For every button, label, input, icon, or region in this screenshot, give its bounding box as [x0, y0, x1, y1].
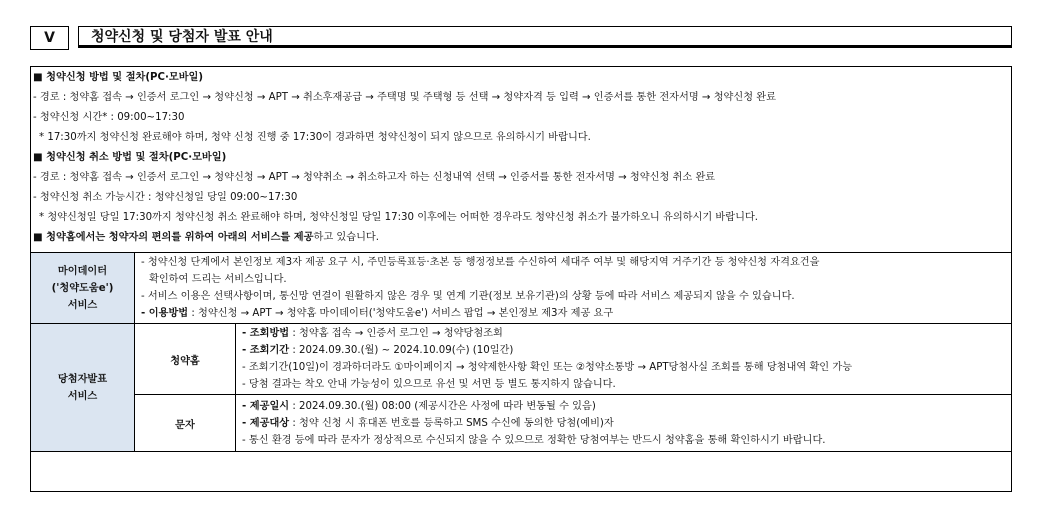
cancel-time: - 청약신청 취소 가능시간 : 청약신청일 당일 09:00~17:30 — [33, 192, 298, 203]
section-title: 청약신청 및 당첨자 발표 안내 — [78, 26, 1012, 48]
mydata-content: - 청약신청 단계에서 본인정보 제3자 제공 요구 시, 주민등록표등·초본 등 행정정보를 수신하여 세대주 여부 및 해당지역 거주기간 등 청약신청 자격요건을 확인하여 드리는 서비스입니다. - 서비스 이용은 선택사항이며, 통신망 연결이 원활하지 않은 경우 및 연계 기관(정보 보유기관)의 상황 등에 따라 서비스 제공되지 않을 수 있습니다. - 이용방법 : 청약신청 → APT → 청약홈 마이데이터('청약도움e') 서비스 팝업 → 본인정보 제3자 제공 요구 — [135, 253, 1012, 324]
winner-web-content: - 조회방법 : 청약홈 접속 → 인증서 로그인 → 청약당첨조회 - 조회기간 : 2024.09.30.(월) ~ 2024.10.09(수) (10일간) - 조회기간(10일)이 경과하더라도 ①마이페이지 → 청약제한사항 확인 또는 ②청약소통방 → APT당첨사실 조회를 통해 당첨내역 확인 가능 - 당첨 결과는 착오 안내 가능성이 있으므로 유선 및 서면 등 별도 통지하지 않습니다. — [236, 324, 1012, 395]
content-box — [30, 66, 1012, 492]
apply-time: - 청약신청 시간* : 09:00~17:30 — [33, 112, 185, 123]
mydata-label: 마이데이터 ('청약도움e') 서비스 — [31, 253, 135, 324]
table-row — [31, 253, 1011, 324]
table-row — [31, 324, 1011, 395]
service-title: ■ 청약홈에서는 청약자의 편의를 위하여 아래의 서비스를 제공하고 있습니다. — [33, 232, 380, 243]
section-header — [30, 26, 1012, 50]
winner-web-label: 청약홈 — [135, 324, 236, 395]
apply-title: ■ 청약신청 방법 및 절차(PC·모바일) — [33, 72, 204, 83]
winner-sms-content: - 제공일시 : 2024.09.30.(월) 08:00 (제공시간은 사정에 따라 변동될 수 있음) - 제공대상 : 청약 신청 시 휴대폰 번호를 등록하고 SMS 수신에 동의한 당첨(예비)자 - 통신 환경 등에 따라 문자가 정상적으로 수신되지 않을 수 있으므로 정확한 당첨여부는 반드시 청약홈을 통해 확인하시기 바랍니다. — [236, 395, 1012, 452]
winner-label: 당첨자발표 서비스 — [31, 324, 135, 452]
apply-route: - 경로 : 청약홈 접속 → 인증서 로그인 → 청약신청 → APT → 취소후재공급 → 주택명 및 주택형 등 선택 → 청약자격 등 입력 → 인증서를 통한 전자서명 → 청약신청 완료 — [33, 92, 776, 103]
table-row — [31, 395, 1011, 452]
cancel-route: - 경로 : 청약홈 접속 → 인증서 로그인 → 청약신청 → APT → 청약취소 → 취소하고자 하는 신청내역 선택 → 인증서를 통한 전자서명 → 청약신청 취소 완료 — [33, 172, 716, 183]
winner-sms-label: 문자 — [135, 395, 236, 452]
section-number: V — [30, 26, 69, 50]
service-table — [31, 252, 1011, 452]
cancel-title: ■ 청약신청 취소 방법 및 절차(PC·모바일) — [33, 152, 227, 163]
apply-note: * 17:30까지 청약신청 완료해야 하며, 청약 신청 진행 중 17:30이 경과하면 청약신청이 되지 않으므로 유의하시기 바랍니다. — [39, 132, 591, 143]
cancel-note: * 청약신청일 당일 17:30까지 청약신청 취소 완료해야 하며, 청약신청일 당일 17:30 이후에는 어떠한 경우라도 청약신청 취소가 불가하오니 유의하시기 바랍니다. — [39, 212, 759, 223]
